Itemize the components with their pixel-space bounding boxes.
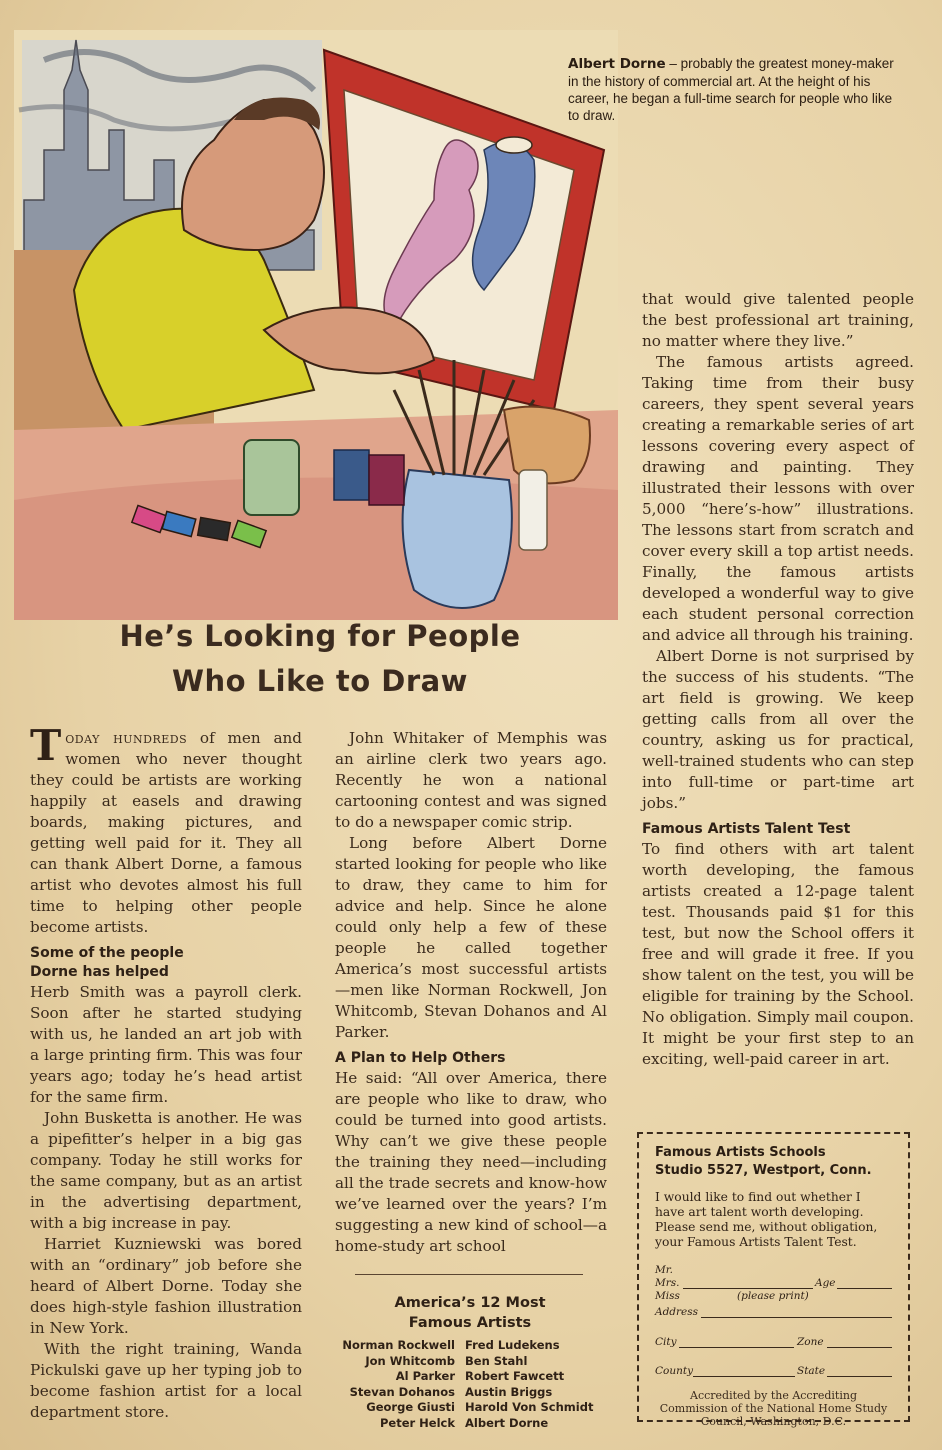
artist-row bbox=[325, 1400, 615, 1416]
paragraph-not-surprised: Albert Dorne is not surprised by the success of his students. “The art field is growing. We keep getting calls from all over the country, asking us for practical, well-trained students who can step into full-time or part-time art jobs.” bbox=[642, 647, 914, 812]
subhead-talent-test: Famous Artists Talent Test bbox=[642, 821, 851, 837]
label-miss: Miss bbox=[655, 1290, 680, 1302]
article-column-3 bbox=[642, 289, 914, 1070]
artist-name: Al Parker bbox=[395, 1369, 455, 1383]
paragraph-he-said: He said: “All over America, there are people who like to draw, who could be turned into good artists. Why can’t we give these people the training they need—including all the trade secrets and know-how we’ve learned over the years? I’m suggesting a new kind of school—a home-study art school bbox=[335, 1069, 607, 1255]
dropcap: T bbox=[30, 721, 62, 770]
albert-dorne-illustration bbox=[14, 30, 618, 620]
subhead-plan: A Plan to Help Others bbox=[335, 1050, 506, 1066]
coupon-studio-address: Studio 5527, Westport, Conn. bbox=[655, 1163, 872, 1178]
artist-name: Robert Fawcett bbox=[465, 1369, 565, 1383]
age-field[interactable] bbox=[837, 1288, 892, 1289]
state-field[interactable] bbox=[827, 1376, 892, 1377]
famous-title-line-2: Famous Artists bbox=[408, 1315, 532, 1331]
paragraph-continued: that would give talented people the best professional art training, no matter where they live.” bbox=[642, 290, 914, 350]
intro-text: of men and women who never thought they could be artists are working happily at easels and drawing boards, making pictures, and getting well paid for it. They all can thank Albert Dorne, a famous artist who devotes almost his full time to helping other people become artists. bbox=[30, 729, 303, 936]
label-mr: Mr. bbox=[655, 1264, 673, 1276]
paragraph-artists-agreed: The famous artists agreed. Taking time from their busy careers, they spent several years creating a remarkable series of art lessons covering every aspect of drawing and painting. They illustrated their lessons with over 5,000 “here’s-how” illustrations. The lessons start from scratch and cover every skill a top artist needs. Finally, the famous artists developed a wonderful way to give each student personal correction and advice all through his training. bbox=[642, 353, 914, 644]
artist-name: Fred Ludekens bbox=[465, 1338, 560, 1352]
city-field[interactable] bbox=[679, 1347, 794, 1348]
mail-coupon[interactable] bbox=[637, 1132, 910, 1428]
famous-title-line-1: America’s 12 Most bbox=[394, 1295, 546, 1311]
label-please-print: (please print) bbox=[737, 1290, 809, 1302]
artist-name: Harold Von Schmidt bbox=[465, 1400, 594, 1414]
artist-row bbox=[325, 1369, 615, 1385]
subhead-line-2: Dorne has helped bbox=[30, 964, 169, 980]
county-field[interactable] bbox=[693, 1376, 795, 1377]
divider-rule bbox=[355, 1274, 583, 1275]
label-age: Age bbox=[815, 1277, 836, 1289]
paragraph-herb-smith: Herb Smith was a payroll clerk. Soon after he started studying with us, he landed an art job with a large printing firm. This was four years ago; today he’s head artist for the same firm. bbox=[30, 983, 302, 1106]
caption-name: Albert Dorne bbox=[568, 56, 666, 72]
label-county: County bbox=[655, 1365, 694, 1377]
artist-name: Ben Stahl bbox=[465, 1353, 528, 1368]
paragraph-long-before: Long before Albert Dorne started looking for people who like to draw, they came to him for advice and help. Since he alone could only help a few of these people he called together America’s most successful artists—men like Norman Rockwell, Jon Whitcomb, Stevan Dohanos and Al Parker. bbox=[335, 834, 607, 1041]
artist-name: Norman Rockwell bbox=[342, 1338, 455, 1352]
paragraph-john-busketta: John Busketta is another. He was a pipefitter’s helper in a big gas company. Today he still works for the same company, but as an artist in the advertising department, with a big increase in pay. bbox=[30, 1109, 302, 1232]
address-field[interactable] bbox=[701, 1317, 892, 1318]
accreditation-text: Accredited by the Accrediting Commission of the National Home Study Council, Washington, D.C. bbox=[659, 1389, 888, 1428]
coupon-request-text: I would like to find out whether I have art talent worth developing. Please send me, without obligation, your Famous Artists Talent Test. bbox=[655, 1190, 878, 1249]
artist-name: Peter Helck bbox=[379, 1415, 455, 1430]
artist-name: Albert Dorne bbox=[465, 1415, 549, 1430]
paragraph-john-whitaker: John Whitaker of Memphis was an airline clerk two years ago. Recently he won a national cartooning contest and was signed to do a newspaper comic strip. bbox=[335, 729, 607, 831]
paragraph-intro bbox=[30, 721, 303, 938]
headline-line-1: He’s Looking for People bbox=[119, 619, 521, 653]
caption-text: – probably the greatest money-maker in the history of commercial art. At the height of his career, he began a full-time search for people who like to draw. bbox=[568, 56, 894, 123]
coupon-school-name: Famous Artists Schools bbox=[655, 1145, 826, 1160]
label-state: State bbox=[797, 1365, 826, 1377]
artist-name: Stevan Dohanos bbox=[349, 1384, 455, 1399]
label-city: City bbox=[655, 1336, 677, 1348]
lead-caps: oday hundreds bbox=[65, 729, 188, 747]
famous-artists-list bbox=[325, 1338, 615, 1431]
artist-name: George Giusti bbox=[366, 1400, 455, 1414]
paragraph-talent-test: To find others with art talent worth developing, the famous artists created a 12-page talent test. Thousands paid $1 for this test, but now the School offers it free and will grade it free. If you show talent on the test, you will be eligible for training by the School. No obligation. Simply mail coupon. It might be your first step to an exciting, well-paid career in art. bbox=[642, 840, 914, 1068]
headline bbox=[40, 614, 600, 704]
artist-row bbox=[325, 1338, 615, 1354]
article-column-2 bbox=[335, 728, 607, 1257]
artist-name: Austin Briggs bbox=[465, 1384, 553, 1399]
artist-row bbox=[325, 1416, 615, 1432]
paragraph-wanda: With the right training, Wanda Pickulski gave up her typing job to become fashion artist for a local department store. bbox=[30, 1340, 302, 1421]
artist-name: Jon Whitcomb bbox=[365, 1353, 455, 1368]
subhead-line-1: Some of the people bbox=[30, 945, 184, 961]
subhead-people-helped bbox=[30, 944, 302, 982]
label-address: Address bbox=[655, 1306, 699, 1318]
artist-row bbox=[325, 1354, 615, 1370]
famous-artists-title bbox=[340, 1293, 600, 1333]
paragraph-harriet: Harriet Kuzniewski was bored with an “ordinary” job before she heard of Albert Dorne. Today she does high-style fashion illustration in New York. bbox=[30, 1235, 302, 1337]
illustration-caption bbox=[568, 55, 898, 124]
artist-row bbox=[325, 1385, 615, 1401]
headline-line-2: Who Like to Draw bbox=[172, 664, 468, 698]
article-column-1 bbox=[30, 721, 303, 1423]
name-field[interactable] bbox=[683, 1288, 813, 1289]
zone-field[interactable] bbox=[827, 1347, 892, 1348]
label-mrs: Mrs. bbox=[655, 1277, 680, 1289]
label-zone: Zone bbox=[797, 1336, 824, 1348]
